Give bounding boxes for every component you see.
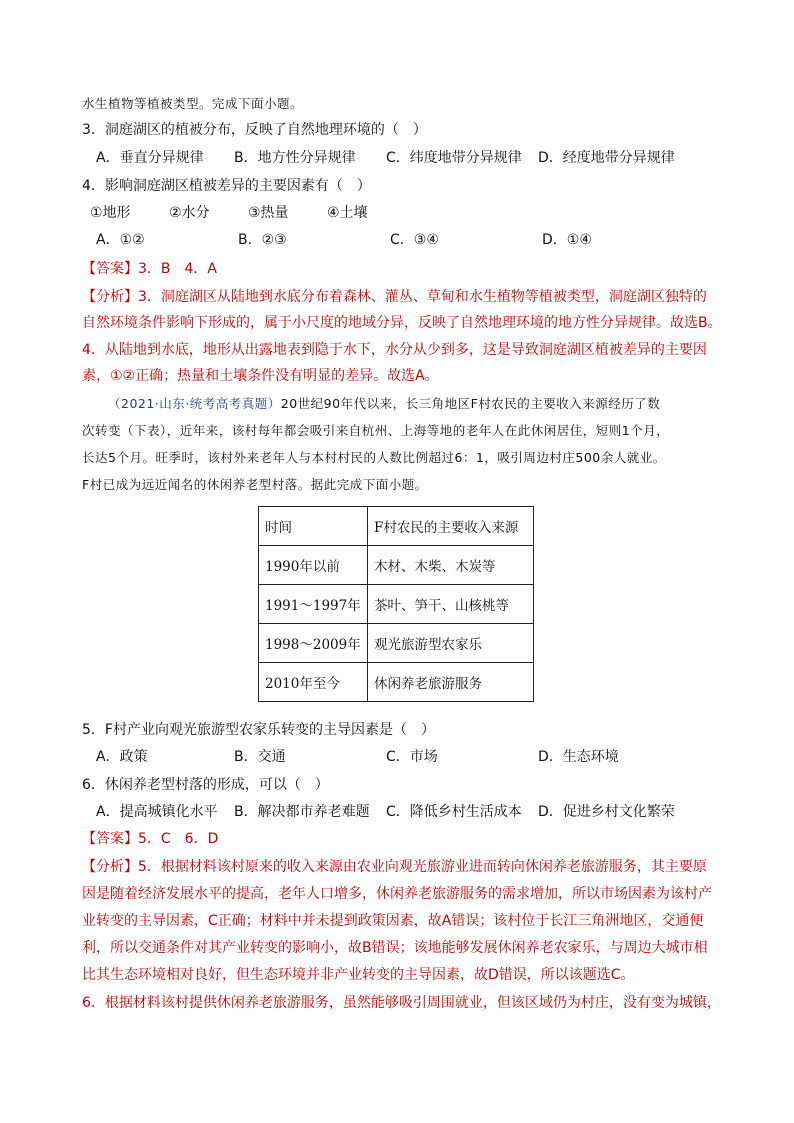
analysis-label: 【分析】 xyxy=(82,859,138,875)
q3-option-b[interactable]: B．地方性分异规律 xyxy=(234,150,356,166)
table-cell-time: 1991～1997年 xyxy=(259,585,368,624)
q3-option-d[interactable]: D．经度地带分异规律 xyxy=(538,150,675,166)
table-header-time: 时间 xyxy=(259,507,368,546)
q4-option-d[interactable]: D．①④ xyxy=(542,232,592,248)
q5-option-c[interactable]: C．市场 xyxy=(386,749,438,765)
question-5-stem: 5．F村产业向观光旅游型农家乐转变的主导因素是（ ） xyxy=(82,722,435,738)
analysis-2-line-3: 业转变的主导因素，C正确；材料中并未提到政策因素，故A错误；该村位于长江三角洲地区，交通便 xyxy=(82,913,704,929)
question-5-options xyxy=(96,747,619,767)
table-cell-time: 1990年以前 xyxy=(259,546,368,585)
q3-option-c[interactable]: C．纬度地带分异规律 xyxy=(386,150,522,166)
analysis-2-line-1 xyxy=(82,857,707,877)
question-3-options xyxy=(96,148,675,168)
analysis-2-text-1: 5．根据材料该村原来的收入来源由农业向观光旅游业进而转向休闲养老旅游服务，其主要原 xyxy=(138,859,707,875)
analysis-label: 【分析】 xyxy=(82,289,138,305)
table-header-income: F村农民的主要收入来源 xyxy=(368,507,534,546)
material-line-2: 次转变（下表），近年来，该村每年都会吸引来自杭州、上海等地的老年人在此休闲居住，短则1个月， xyxy=(82,423,670,438)
material-line-1 xyxy=(108,394,660,414)
q4-factor-4: ④土壤 xyxy=(327,205,368,221)
analysis-1-line-4: 素，①②正确；热量和土壤条件没有明显的差异。故选A。 xyxy=(82,368,439,384)
q6-option-d[interactable]: D．促进乡村文化繁荣 xyxy=(538,804,675,820)
q4-factor-3: ③热量 xyxy=(248,205,289,221)
table-cell-time: 1998～2009年 xyxy=(259,624,368,663)
q5-option-d[interactable]: D．生态环境 xyxy=(538,749,619,765)
analysis-1-line-2: 自然环境条件影响下形成的，属于小尺度的地域分异，反映了自然地理环境的地方性分异规律。故选B。 xyxy=(82,315,722,331)
intro-end-text: 水生植物等植被类型。完成下面小题。 xyxy=(82,96,304,111)
answer-label: 【答案】 xyxy=(82,261,138,277)
question-4-factors xyxy=(90,203,368,223)
q6-option-c[interactable]: C．降低乡村生活成本 xyxy=(386,804,522,820)
table-cell-income: 木材、木柴、木炭等 xyxy=(368,546,534,585)
table-row xyxy=(259,585,534,624)
material-text-1: 20世纪90年代以来，长三角地区F村农民的主要收入来源经历了数 xyxy=(280,396,661,411)
table-row xyxy=(259,546,534,585)
material-line-4: F村已成为远近闻名的休闲养老型村落。据此完成下面小题。 xyxy=(82,477,428,492)
table-cell-income: 休闲养老旅游服务 xyxy=(368,663,534,702)
table-header-row xyxy=(259,507,534,546)
analysis-2-line-2: 因是随着经济发展水平的提高，老年人口增多，休闲养老旅游服务的需求增加，所以市场因素为该村产 xyxy=(82,886,712,902)
table-row xyxy=(259,624,534,663)
table-cell-income: 观光旅游型农家乐 xyxy=(368,624,534,663)
table-row xyxy=(259,663,534,702)
q4-option-b[interactable]: B．②③ xyxy=(238,232,287,248)
analysis-1-line-1 xyxy=(82,287,707,307)
question-6-options xyxy=(96,802,675,822)
analysis-2-line-4: 利，所以交通条件对其产业转变的影响小，故B错误；该地能够发展休闲养老农家乐，与周边大城市相 xyxy=(82,940,708,956)
q6-option-a[interactable]: A．提高城镇化水平 xyxy=(96,804,218,820)
question-4-stem: 4．影响洞庭湖区植被差异的主要因素有（ ） xyxy=(82,178,371,194)
q4-factor-1: ①地形 xyxy=(90,205,131,221)
material-line-3: 长达5个月。旺季时，该村外来老年人与本村村民的人数比例超过6：1，吸引周边村庄500余人就业。 xyxy=(82,450,666,465)
source-citation: （2021·山东·统考高考真题） xyxy=(108,396,281,411)
answer-text: 5．C 6．D xyxy=(138,831,219,847)
question-3-stem: 3．洞庭湖区的植被分布，反映了自然地理环境的（ ） xyxy=(82,122,427,138)
answer-text: 3．B 4．A xyxy=(138,261,217,277)
q4-option-c[interactable]: C．③④ xyxy=(390,232,439,248)
question-4-options xyxy=(96,230,592,250)
q6-option-b[interactable]: B．解决都市养老难题 xyxy=(234,804,370,820)
income-source-table xyxy=(258,506,534,702)
answer-label: 【答案】 xyxy=(82,831,138,847)
question-6-stem: 6．休闲养老型村落的形成，可以（ ） xyxy=(82,777,329,793)
analysis-2-line-5: 比其生态环境相对良好，但生态环境并非产业转变的主导因素，故D错误，所以该题选C。 xyxy=(82,967,635,983)
q5-option-a[interactable]: A．政策 xyxy=(96,749,148,765)
q5-option-b[interactable]: B．交通 xyxy=(234,749,286,765)
table-cell-time: 2010年至今 xyxy=(259,663,368,702)
analysis-2-line-6: 6．根据材料该村提供休闲养老旅游服务，虽然能够吸引周围就业，但该区域仍为村庄，没有变为城镇， xyxy=(82,995,721,1011)
table-cell-income: 茶叶、笋干、山核桃等 xyxy=(368,585,534,624)
analysis-1-line-3: 4．从陆地到水底，地形从出露地表到隐于水下，水分从少到多，这是导致洞庭湖区植被差异的主要因 xyxy=(82,342,707,358)
answer-block-2 xyxy=(82,829,218,849)
analysis-1-text-1: 3．洞庭湖区从陆地到水底分布着森林、灌丛、草甸和水生植物等植被类型，洞庭湖区独特的 xyxy=(138,289,707,305)
q4-factor-2: ②水分 xyxy=(169,205,210,221)
q4-option-a[interactable]: A．①② xyxy=(96,232,145,248)
q3-option-a[interactable]: A．垂直分异规律 xyxy=(96,150,204,166)
answer-block-1 xyxy=(82,259,217,279)
